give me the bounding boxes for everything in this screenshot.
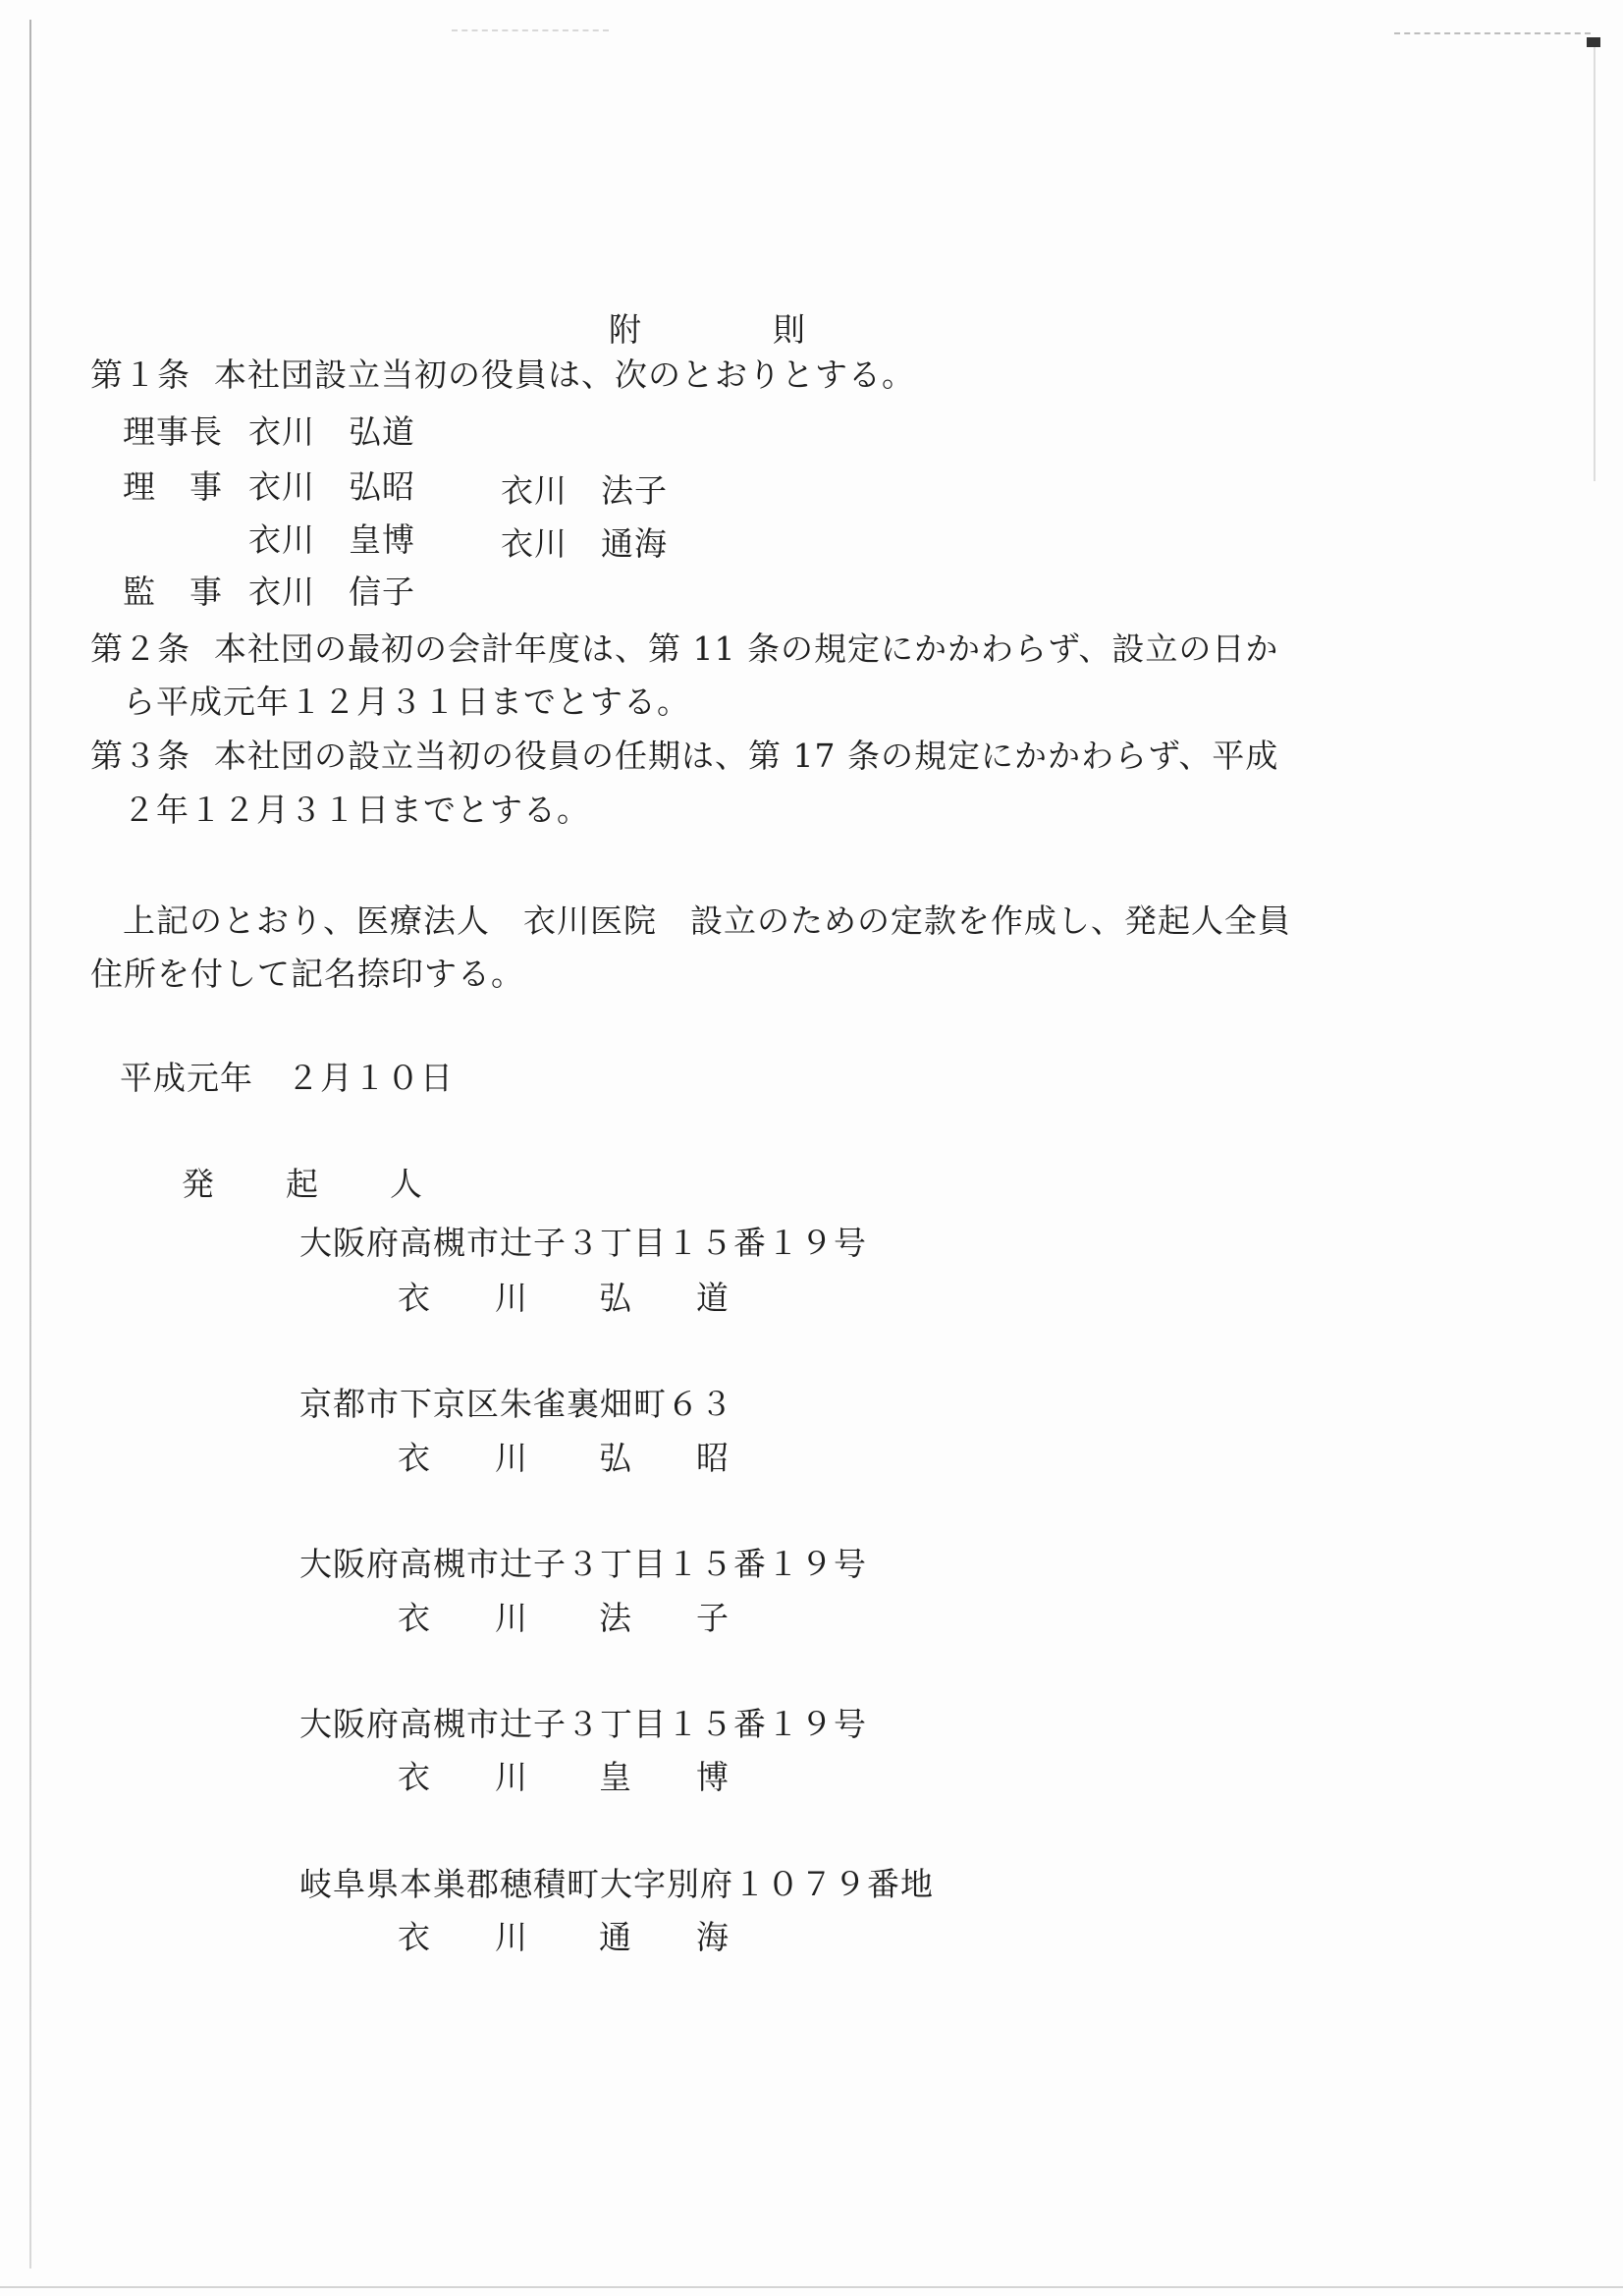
document-date: 平成元年 ２月１０日 [120, 1059, 454, 1097]
director-name-1: 衣川 弘昭 [248, 467, 415, 506]
heading-char-2: 則 [773, 310, 805, 349]
chair-name: 衣川 弘道 [248, 412, 415, 451]
founder-4-surname: 衣川 [398, 1758, 592, 1796]
article-1-label: 第１条 [90, 355, 190, 394]
closing-line-1: 上記のとおり、医療法人 衣川医院 設立のための定款を作成し、発起人全員 [123, 902, 1291, 940]
scan-edge-bottom [0, 2286, 1623, 2288]
founder-3-address: 大阪府高槻市辻子３丁目１５番１９号 [299, 1545, 867, 1583]
director-name-2: 衣川 法子 [501, 471, 668, 510]
founder-1-address: 大阪府高槻市辻子３丁目１５番１９号 [299, 1224, 867, 1262]
article-3-line-1: 本社団の設立当初の役員の任期は、第 17 条の規定にかかわらず、平成 [214, 737, 1279, 775]
founder-5-surname: 衣川 [398, 1918, 592, 1956]
chair-label: 理事長 [123, 412, 223, 451]
founder-2-address: 京都市下京区朱雀裏畑町６３ [299, 1385, 733, 1423]
director-label: 理 事 [123, 467, 223, 506]
founder-5-given: 通海 [599, 1918, 793, 1956]
section-heading [609, 310, 805, 350]
article-3-label: 第３条 [90, 737, 190, 775]
scan-artifact-top-center [452, 29, 609, 33]
article-1-text: 本社団設立当初の役員は、次のとおりとする。 [214, 355, 915, 394]
scan-edge-left [29, 20, 31, 2269]
heading-char-1: 附 [609, 310, 641, 349]
founder-4-given: 皇博 [599, 1758, 793, 1796]
founder-1-surname: 衣川 [398, 1279, 592, 1317]
director-name-4: 衣川 通海 [501, 524, 668, 563]
director-name-3: 衣川 皇博 [248, 520, 415, 559]
auditor-name: 衣川 信子 [248, 573, 415, 611]
article-2-label: 第２条 [90, 629, 190, 668]
scan-mark [1587, 37, 1600, 47]
scan-edge-right [1594, 39, 1596, 481]
article-3-line-2: ２年１２月３１日までとする。 [123, 791, 590, 829]
scan-artifact-top [1394, 32, 1591, 36]
founder-3-given: 法子 [599, 1599, 793, 1637]
closing-line-2: 住所を付して記名捺印する。 [90, 955, 524, 993]
founder-1-given: 弘道 [599, 1279, 793, 1317]
founder-4-address: 大阪府高槻市辻子３丁目１５番１９号 [299, 1705, 867, 1743]
auditor-label: 監 事 [123, 573, 223, 611]
founder-3-surname: 衣川 [398, 1599, 592, 1637]
founder-5-address: 岐阜県本巣郡穂積町大字別府１０７９番地 [299, 1865, 934, 1903]
article-2-line-1: 本社団の最初の会計年度は、第 11 条の規定にかかわらず、設立の日か [214, 629, 1279, 668]
founders-label: 発 起 人 [182, 1165, 442, 1203]
article-2-line-2: ら平成元年１２月３１日までとする。 [123, 683, 690, 721]
founder-2-surname: 衣川 [398, 1439, 592, 1477]
founder-2-given: 弘昭 [599, 1439, 793, 1477]
